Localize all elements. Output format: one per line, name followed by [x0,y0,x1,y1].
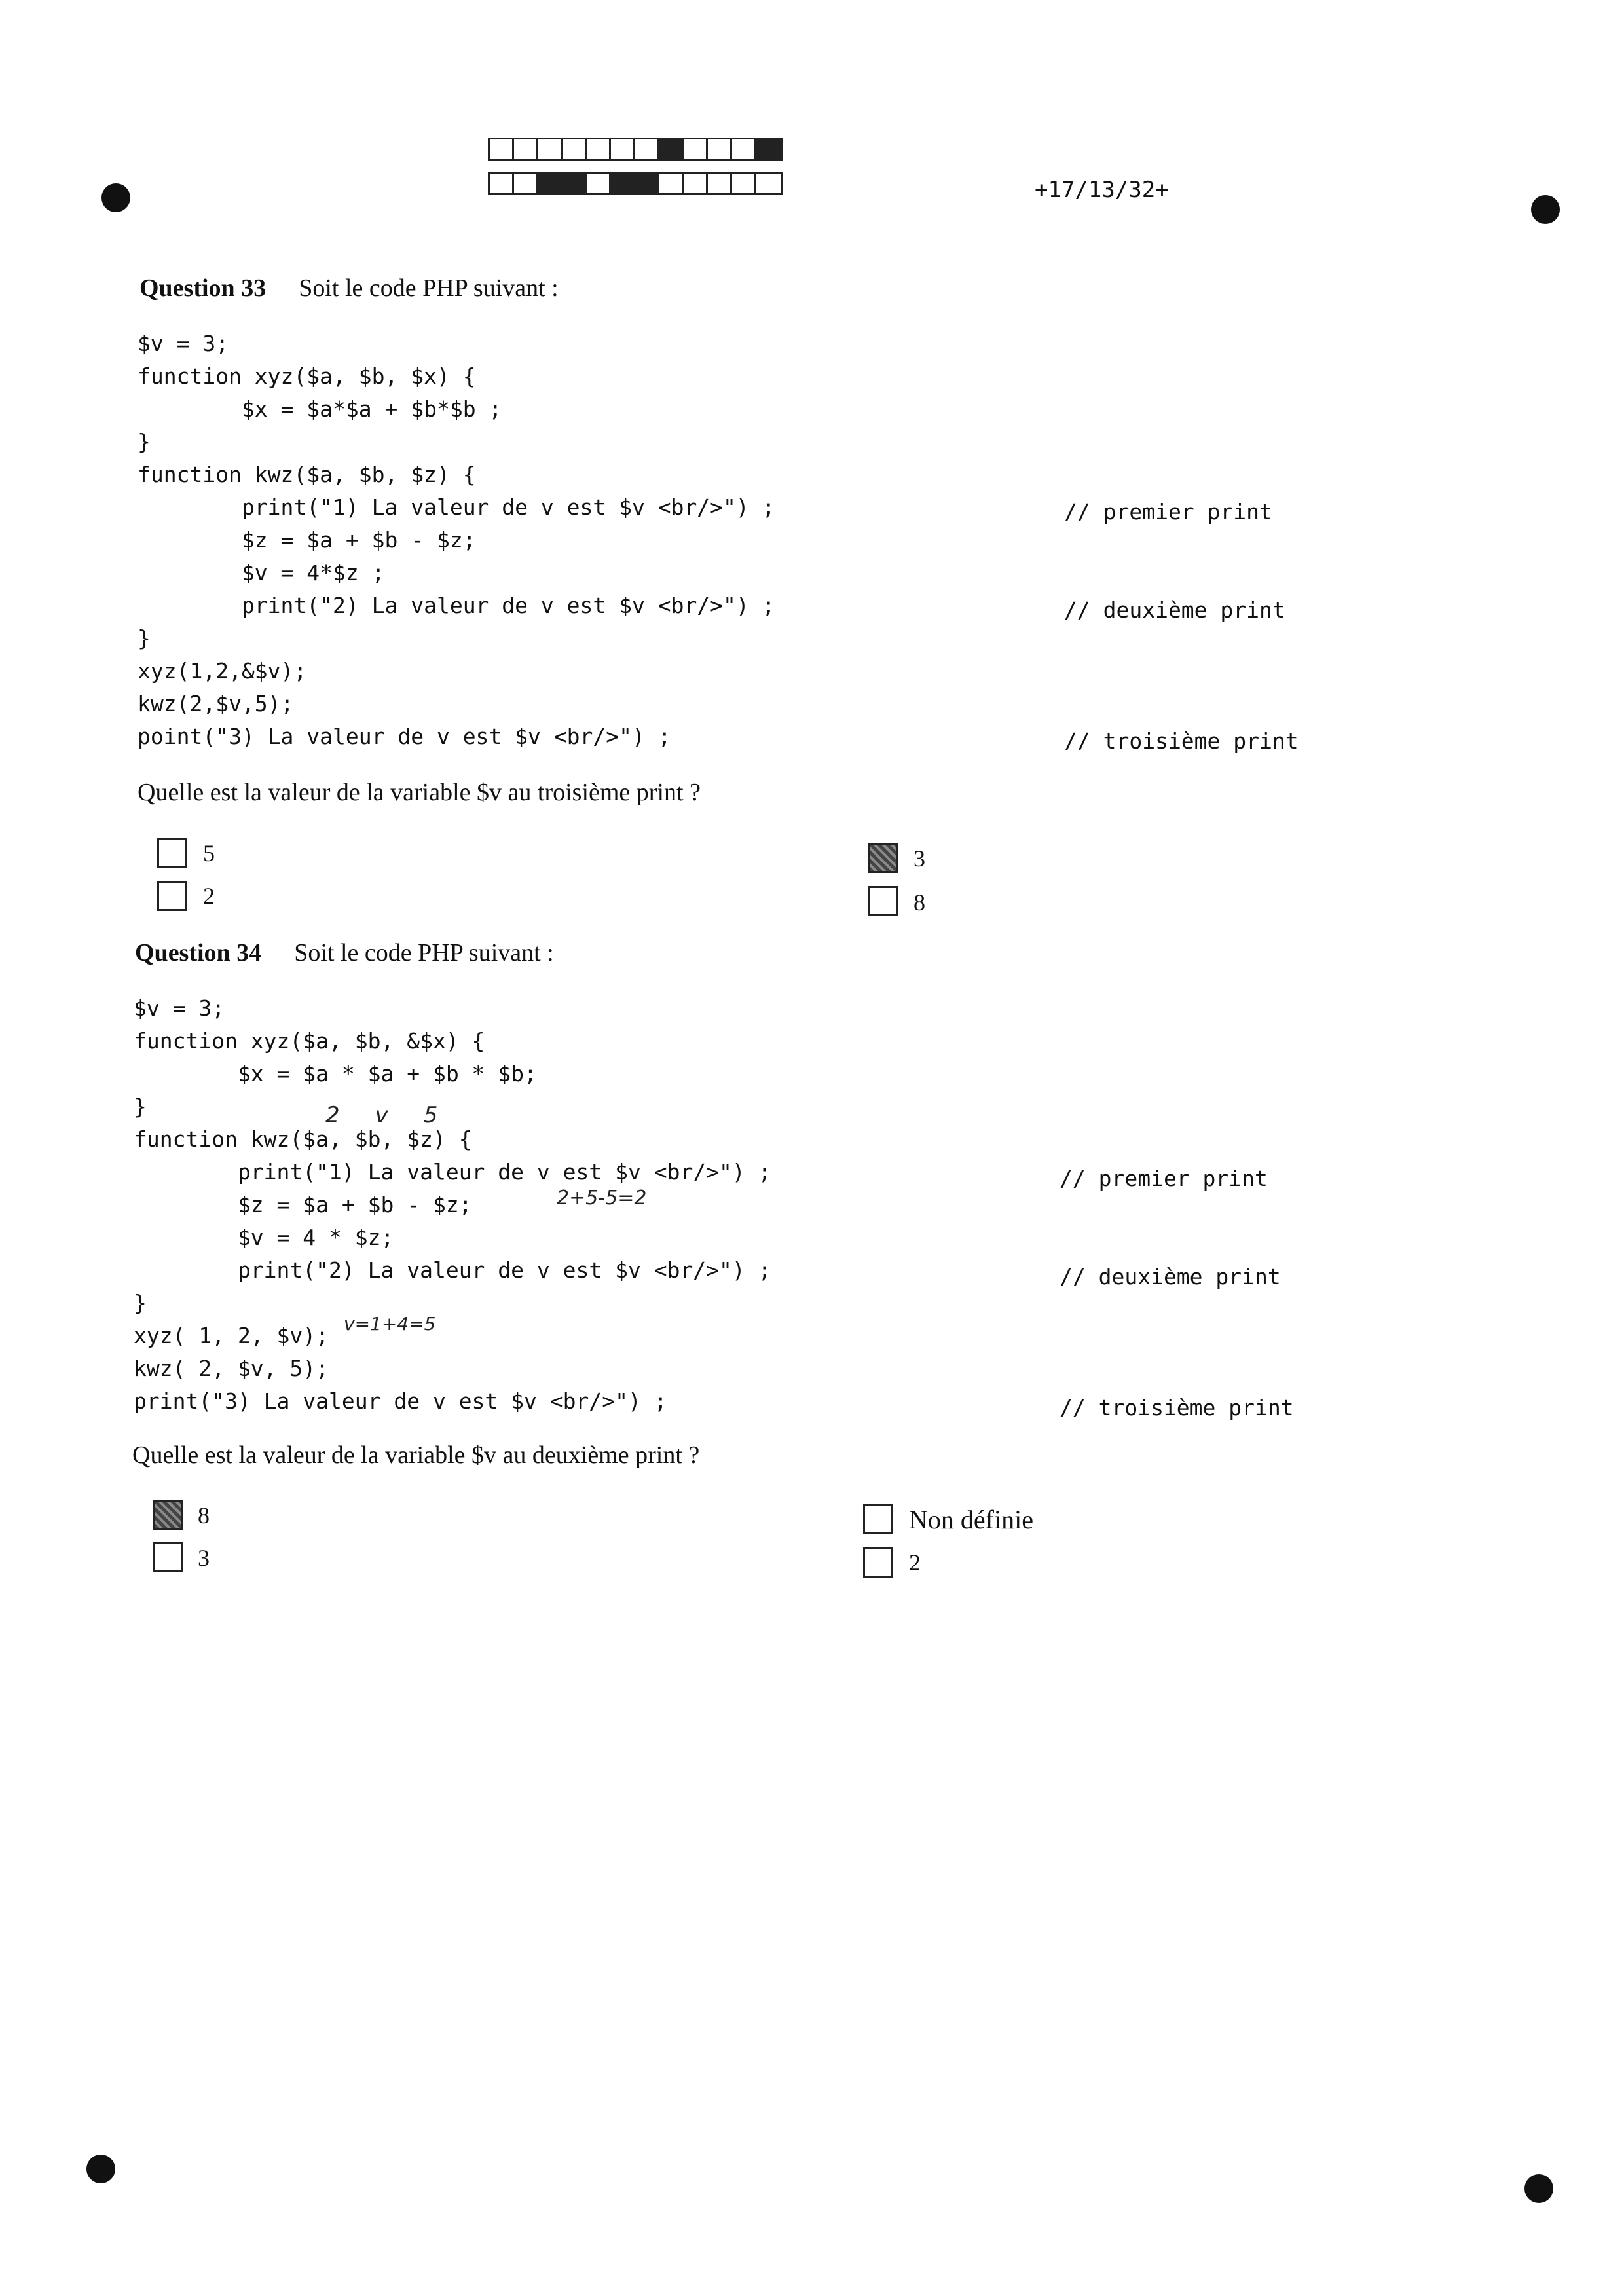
barcode-cell [490,139,514,159]
q33-code-line-6: print("1) La valeur de v est $v <br/>") ; [138,494,775,520]
q34-code-line-12: kwz( 2, $v, 5); [134,1356,329,1381]
q33-code-line-12: kwz(2,$v,5); [138,691,294,716]
barcode-cell [563,174,587,193]
barcode-cell [587,174,611,193]
barcode-cell [708,139,732,159]
q34-comment-troisieme: // troisième print [1060,1395,1294,1420]
q33-checkbox-4[interactable] [868,886,898,916]
handwritten-note-z-calc: 2+5-5=2 [557,1187,647,1210]
q34-answer-2: 3 [198,1545,210,1571]
q34-checkbox-4[interactable] [863,1547,893,1578]
q33-code-line-8: $v = 4*$z ; [138,560,385,585]
q34-code-line-7: $z = $a + $b - $z; [134,1192,472,1217]
barcode-cell [514,139,538,159]
q34-checkbox-1[interactable] [153,1500,183,1530]
registration-dot-top-left [101,183,130,212]
page-id: +17/13/32+ [1035,177,1169,203]
barcode-cell [659,139,684,159]
q33-checkbox-2[interactable] [157,881,187,911]
q33-comment-troisieme: // troisième print [1064,728,1299,754]
q34-question: Quelle est la valeur de la variable $v au deuxième print ? [132,1441,700,1469]
barcode-cell [563,139,587,159]
q33-checkbox-3[interactable] [868,843,898,873]
q34-code-line-4: } [134,1094,147,1119]
q34-code-line-9: print("2) La valeur de v est $v <br/>") ; [134,1257,771,1283]
q33-code-line-1: $v = 3; [138,331,229,356]
barcode-cell [756,174,781,193]
q33-code-line-3: $x = $a*$a + $b*$b ; [138,396,502,422]
question-33-label: Question 33 [139,274,267,302]
handwritten-note-kwz-args: 2 v 5 [325,1102,438,1128]
barcode-cell [684,174,708,193]
question-33-prompt: Soit le code PHP suivant : [299,274,559,302]
q34-code-line-3: $x = $a * $a + $b * $b; [134,1061,537,1086]
barcode-cell [684,139,708,159]
barcode-cell [538,139,563,159]
q34-checkbox-3[interactable] [863,1504,893,1534]
barcode-cell [732,139,756,159]
q34-answer-1: 8 [198,1502,210,1528]
q34-comment-premier: // premier print [1060,1166,1268,1191]
q33-code-line-10: } [138,625,151,651]
q33-code-line-4: } [138,429,151,454]
barcode-cell [635,174,659,193]
q34-code-line-1: $v = 3; [134,995,225,1021]
q34-code-line-11: xyz( 1, 2, $v); [134,1323,329,1348]
barcode-cell [538,174,563,193]
handwritten-note-xyz-calc: v=1+4=5 [344,1313,436,1335]
q34-code-line-5: function kwz($a, $b, $z) { [134,1126,472,1152]
q33-code-line-11: xyz(1,2,&$v); [138,658,307,684]
barcode-cell [756,139,781,159]
q34-checkbox-2[interactable] [153,1542,183,1572]
registration-dot-bottom-right [1524,2174,1553,2203]
barcode-row-1 [488,138,783,161]
barcode-cell [708,174,732,193]
q33-answer-1: 5 [203,840,215,866]
q34-answer-3: Non définie [909,1505,1033,1534]
q34-code-line-13: print("3) La valeur de v est $v <br/>") ; [134,1388,667,1414]
barcode-cell [732,174,756,193]
barcode-row-2 [488,172,783,195]
q34-code-line-2: function xyz($a, $b, &$x) { [134,1028,485,1054]
registration-dot-top-right [1531,195,1560,224]
q33-checkbox-1[interactable] [157,838,187,868]
q33-code-line-2: function xyz($a, $b, $x) { [138,363,476,389]
barcode-cell [514,174,538,193]
q33-answer-4: 8 [913,889,925,916]
barcode-cell [490,174,514,193]
q33-code-line-7: $z = $a + $b - $z; [138,527,476,553]
registration-dot-bottom-left [86,2155,115,2183]
barcode-cell [611,174,635,193]
q34-code-line-8: $v = 4 * $z; [134,1225,394,1250]
q33-answer-3: 3 [913,845,925,872]
barcode-cell [611,139,635,159]
q33-code-line-13: point("3) La valeur de v est $v <br/>") ; [138,724,671,749]
question-34-label: Question 34 [135,939,262,967]
barcode-cell [659,174,684,193]
q34-code-line-10: } [134,1290,147,1316]
q33-code-line-9: print("2) La valeur de v est $v <br/>") ; [138,593,775,618]
question-33-header [139,274,559,303]
q33-comment-premier: // premier print [1064,499,1272,525]
q33-code-line-5: function kwz($a, $b, $z) { [138,462,476,487]
q34-code-line-6: print("1) La valeur de v est $v <br/>") ; [134,1159,771,1185]
q33-answer-2: 2 [203,883,215,909]
barcode-cell [587,139,611,159]
q33-question: Quelle est la valeur de la variable $v au troisième print ? [138,779,701,806]
q34-answer-4: 2 [909,1549,921,1576]
question-34-prompt: Soit le code PHP suivant : [294,939,554,967]
question-34-header [135,938,554,967]
q33-comment-deuxieme: // deuxième print [1064,597,1285,623]
barcode-cell [635,139,659,159]
q34-comment-deuxieme: // deuxième print [1060,1264,1281,1289]
